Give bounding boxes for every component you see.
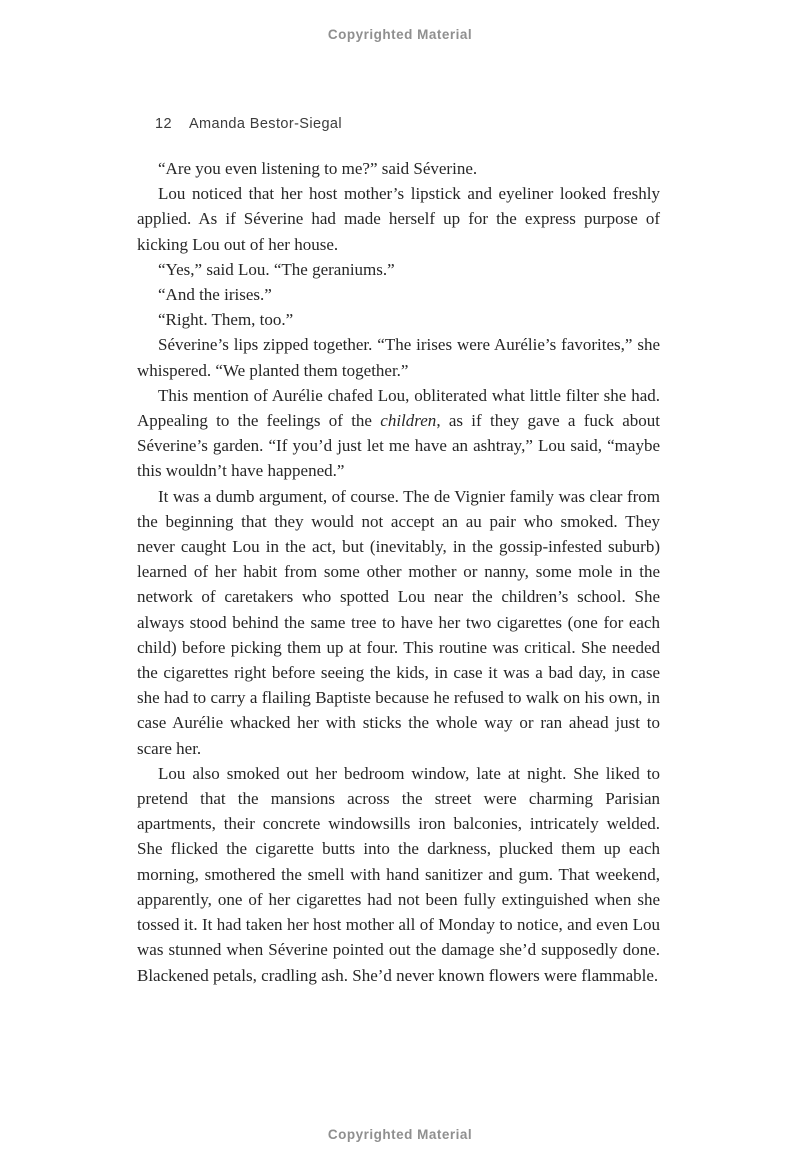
paragraph — [137, 282, 660, 307]
text-segment: It was a dumb argument, of course. The de Vignier family was clear from the beginning that they would not accept an au pair who smoked. They never caught Lou in the act, but (inevitably, in the gossip-infested suburb) learned of her habit from some other mother or nanny, some mole in the network of caretakers who spotted Lou near the children’s school. She always stood behind the same tree to have her two cigarettes (one for each child) before picking them up at four. This routine was critical. She needed the cigarettes right before seeing the kids, in case it was a bad day, in case she had to carry a flailing Baptiste because he refused to walk on his own, in case Aurélie whacked her with sticks the whole way or ran ahead just to scare her. — [137, 486, 660, 758]
paragraph — [137, 156, 660, 181]
running-header — [155, 116, 342, 132]
paragraph — [137, 383, 660, 484]
paragraph — [137, 307, 660, 332]
text-segment: “Yes,” said Lou. “The geraniums.” — [158, 259, 395, 279]
paragraph — [137, 332, 660, 382]
text-segment: This mention of Aurélie chafed Lou, obliterated what little filter she had. Appealing to the feelings of the — [137, 385, 660, 431]
body-text — [137, 156, 660, 988]
text-segment: , as if they gave a fuck about Séverine’s garden. “If you’d just let me have an ashtray,” Lou said, “maybe this wouldn’t have happened.” — [137, 411, 660, 481]
text-segment: Séverine’s lips zipped together. “The irises were Aurélie’s favorites,” she whispered. “We planted them together.” — [137, 335, 660, 380]
text-segment: “Are you even listening to me?” said Séverine. — [158, 159, 478, 178]
page-number: 12 — [155, 116, 172, 132]
italic-text-segment: children — [380, 411, 437, 431]
copyright-banner-bottom: Copyrighted Material — [327, 1127, 473, 1142]
text-segment: Lou also smoked out her bedroom window, late at night. She liked to pretend that the mansions across the street were charming Parisian apartments, their concrete windowsills iron balconies, intricately welded. She flicked the cigarette butts into the darkness, plucked them up each morning, smothered the smell with hand sanitizer and gum. That weekend, apparently, one of her cigarettes had not been fully extinguished when she tossed it. It had taken her host mother all of Monday to notice, and even Lou was stunned when Séverine pointed out the damage she’d supposedly done. Blackened petals, cradling ash. She’d never known flowers were flammable. — [137, 763, 660, 985]
author-name: Amanda Bestor-Siegal — [188, 116, 343, 132]
copyright-banner-top: Copyrighted Material — [327, 27, 473, 42]
paragraph — [137, 484, 660, 761]
text-segment: Lou noticed that her host mother’s lipstick and eyeliner looked freshly applied. As if Séverine had made herself up for the express purpose of kicking Lou out of her house. — [137, 184, 660, 254]
paragraph — [137, 761, 660, 988]
text-segment: “And the irises.” — [158, 285, 272, 305]
text-segment: “Right. Them, too.” — [158, 310, 294, 330]
paragraph — [137, 181, 660, 257]
paragraph — [137, 257, 660, 282]
